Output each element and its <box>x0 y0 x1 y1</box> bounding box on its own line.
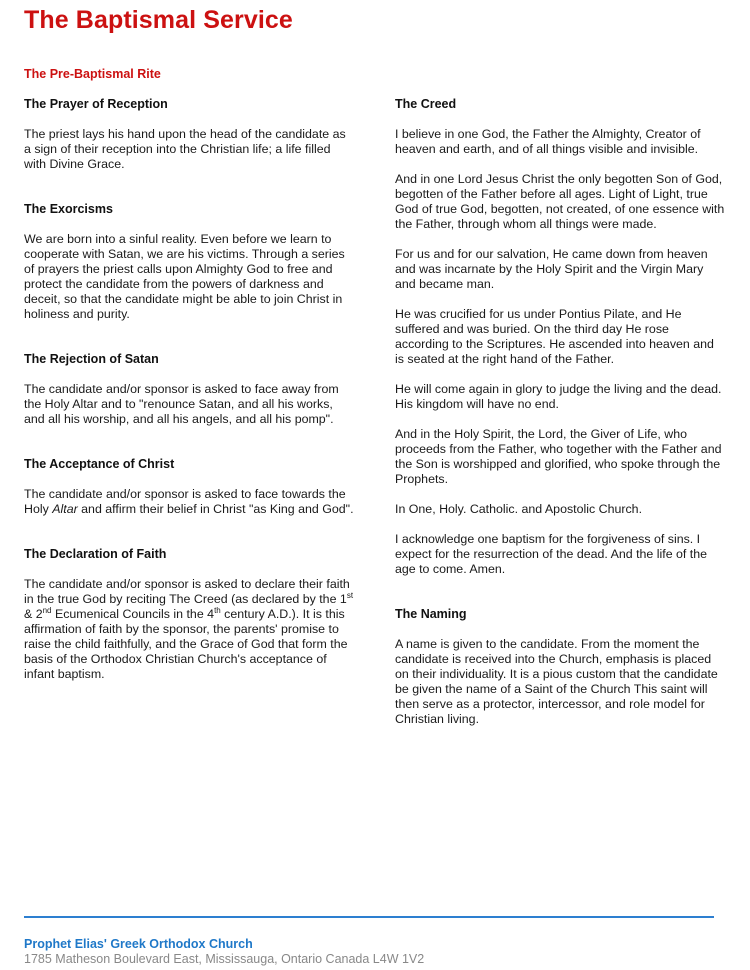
footer-divider <box>24 916 714 918</box>
reception-body: The priest lays his hand upon the head of the candidate as a sign of their reception into the Christian life; a life filled with Divine Grace. <box>24 127 346 171</box>
creed-paragraph: And in one Lord Jesus Christ the only begotten Son of God, begotten of the Father before all ages. Light of Light, true God of true God, begotten, not created, of one essence with the Father, through whom all things were made. <box>395 172 725 231</box>
declaration-text-3: Ecumenical Councils in the 4 <box>51 607 215 621</box>
left-column <box>24 97 354 697</box>
acceptance-text-b: and affirm their belief in Christ "as King and God". <box>77 502 354 516</box>
acceptance-emphasis: Altar <box>52 502 78 516</box>
page-title: The Baptismal Service <box>24 6 293 34</box>
acceptance-heading: The Acceptance of Christ <box>24 457 175 471</box>
naming-body: A name is given to the candidate. From the moment the candidate is received into the Church, emphasis is placed on their individuality. It is a pious custom that the candidate be given the name of a Saint of the Church This saint will then serve as a protector, intercessor, and role model for Christian living. <box>395 637 718 726</box>
creed-heading: The Creed <box>395 97 457 111</box>
declaration-text-2: & 2 <box>24 607 43 621</box>
exorcisms-heading: The Exorcisms <box>24 202 113 216</box>
declaration-text-4: century A.D.). It is this affirmation of faith by the sponsor, the parents' promise to raise the child faithfully, and the Grace of God that form the basis of the Orthodox Christian Church's acceptance of infant baptism. <box>24 607 348 681</box>
creed-paragraph: I believe in one God, the Father the Almighty, Creator of heaven and earth, and of all things visible and invisible. <box>395 127 701 156</box>
creed-paragraph: And in the Holy Spirit, the Lord, the Giver of Life, who proceeds from the Father, who together with the Father and the Son is worshipped and glorified, who spoke through the Prophets. <box>395 427 722 486</box>
acceptance-body <box>24 487 354 517</box>
creed-paragraph: I acknowledge one baptism for the forgiveness of sins. I expect for the resurrection of the dead. And the life of the age to come. Amen. <box>395 532 708 576</box>
footer-organization: Prophet Elias' Greek Orthodox Church <box>24 937 253 951</box>
declaration-body <box>24 577 354 682</box>
declaration-sup-3: th <box>214 606 221 615</box>
right-column <box>395 97 725 742</box>
declaration-heading: The Declaration of Faith <box>24 547 167 561</box>
declaration-sup-2: nd <box>42 606 52 615</box>
footer-address: 1785 Matheson Boulevard East, Mississauga, Ontario Canada L4W 1V2 <box>24 952 425 966</box>
rejection-body: The candidate and/or sponsor is asked to face away from the Holy Altar and to "renounce Satan, and all his works, and all his worship, and all his angels, and all his pomp". <box>24 382 339 426</box>
creed-paragraph: For us and for our salvation, He came down from heaven and was incarnate by the Holy Spirit and the Virgin Mary and became man. <box>395 247 708 291</box>
section-subtitle: The Pre-Baptismal Rite <box>24 67 161 81</box>
declaration-text-1: The candidate and/or sponsor is asked to declare their faith in the true God by reciting The Creed (as declared by the 1 <box>24 577 350 606</box>
naming-heading: The Naming <box>395 607 467 621</box>
creed-paragraph: He was crucified for us under Pontius Pilate, and He suffered and was buried. On the third day He rose according to the Scriptures. He ascended into heaven and is seated at the right hand of the Father. <box>395 307 714 366</box>
reception-heading: The Prayer of Reception <box>24 97 168 111</box>
creed-paragraph: He will come again in glory to judge the living and the dead. His kingdom will have no end. <box>395 382 722 411</box>
acceptance-text-a: The candidate and/or sponsor is asked to face towards the Holy <box>24 487 346 516</box>
creed-paragraph: In One, Holy. Catholic. and Apostolic Church. <box>395 502 643 516</box>
declaration-sup-1: st <box>346 591 354 600</box>
rejection-heading: The Rejection of Satan <box>24 352 159 366</box>
exorcisms-body: We are born into a sinful reality. Even before we learn to cooperate with Satan, we are his victims. Through a series of prayers the priest calls upon Almighty God to free and protect the candidate from the powers of darkness and deceit, so that the candidate might be able to join Christ in holiness and purity. <box>24 232 345 321</box>
